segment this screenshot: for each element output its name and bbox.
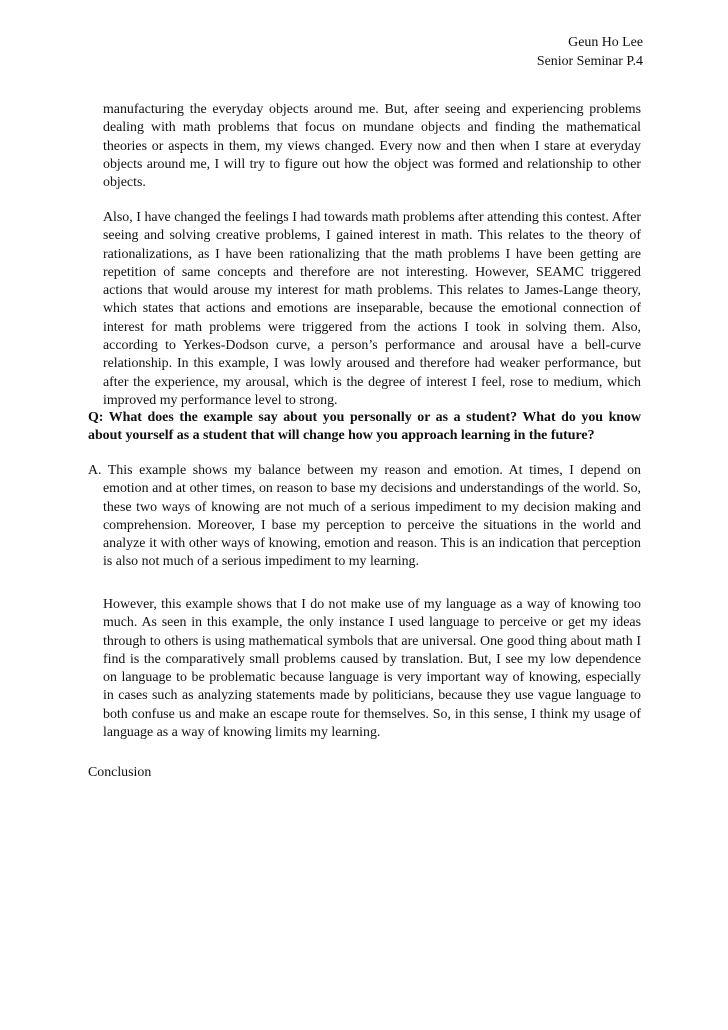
author-name: Geun Ho Lee bbox=[568, 35, 643, 50]
course-page-label: Senior Seminar P.4 bbox=[536, 54, 643, 69]
answer-paragraph-balance: A. This example shows my balance between my reason and emotion. At times, I depend on emotion and at other times, on reason to base my decisions and understandings of the world. So, these two ways of knowing are not much of a serious impediment to my decision making and comprehension. Moreover, I base my perception to perceive the situations in the world and analyze it with other ways of knowing, emotion and reason. This is an indication that perception is also not much of a serious impediment to my learning. bbox=[88, 463, 641, 570]
paragraph-objects: manufacturing the everyday objects around me. But, after seeing and experiencing problems dealing with math problems that focus on mundane objects and finding the mathematical theories or aspects in them, my views changed. Every now and then when I stare at everyday objects around me, I will try to figure out how the object was formed and relationship to other objects. bbox=[103, 102, 641, 191]
question-heading: Q: What does the example say about you personally or as a student? What do you know about yourself as a student that will change how you approach learning in the future? bbox=[88, 410, 641, 444]
paragraph-feelings: Also, I have changed the feelings I had towards math problems after attending this contest. After seeing and solving creative problems, I gained interest in math. This relates to the theory of rationalizations, as I have been rationalizing that the math problems I have been getting are repetition of same concepts and therefore are not interesting. However, SEAMC triggered actions that would arouse my interest for math problems. This relates to James-Lange theory, which states that actions and emotions are inseparable, because the emotional connection of interest for math problems were triggered from the actions I took in solving them. Also, according to Yerkes-Dodson curve, a person’s performance and arousal have a bell-curve relationship. In this example, I was lowly aroused and therefore had weaker performance, but after the experience, my arousal, which is the degree of interest I feel, rose to medium, which improved my performance level to strong. bbox=[103, 210, 641, 408]
answer-paragraph-language: However, this example shows that I do not make use of my language as a way of knowing too much. As seen in this example, the only instance I used language to perceive or get my ideas through to others is using mathematical symbols that are universal. One good thing about math I find is the comparatively small problems caused by translation. But, I see my low dependence on language to be problematic because language is very important way of knowing, especially in cases such as analyzing statements made by politicians, because they use vague language to both confuse us and make an escape route for themselves. So, in this sense, I think my usage of language as a way of knowing limits my learning. bbox=[103, 597, 641, 741]
page-header bbox=[537, 33, 643, 71]
conclusion-heading: Conclusion bbox=[88, 765, 152, 780]
